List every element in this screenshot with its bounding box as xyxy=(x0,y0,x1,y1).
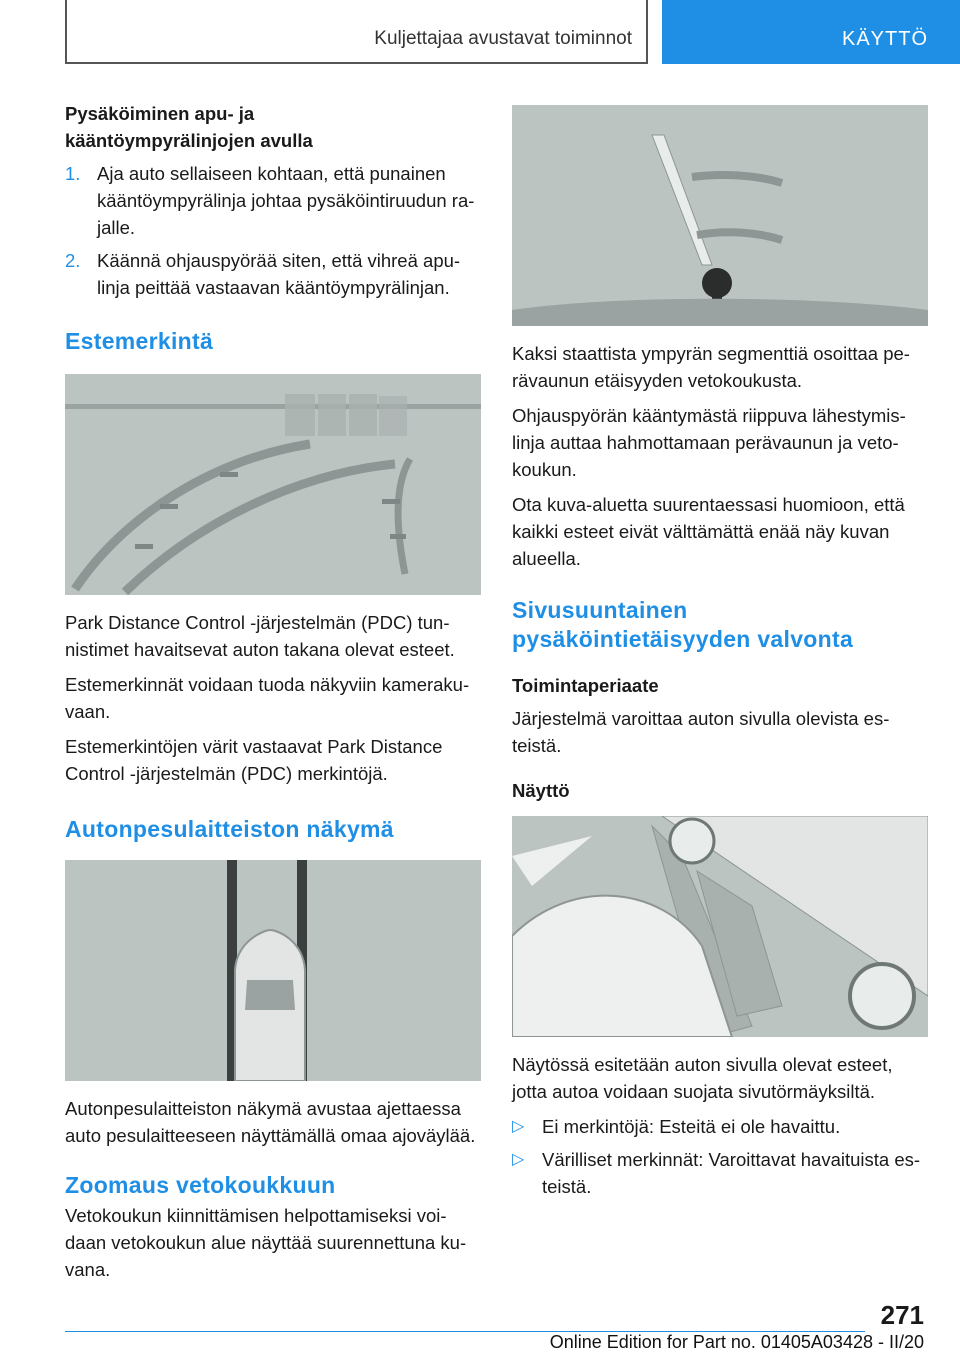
display-bullets xyxy=(512,1113,928,1200)
chapter-tab xyxy=(662,0,960,64)
hitch-paragraph-3: Ota kuva-aluetta suurentaessasi huomioon, että kaikki esteet eivät välttämättä enää näy kuvan alueella. xyxy=(512,494,905,569)
carwash-heading: Autonpesulaitteiston näkymä xyxy=(65,816,394,842)
carwash-paragraph: Autonpesulaitteiston näkymä avustaa ajettaessa auto pesulaitteeseen näyttämällä omaa ajoväylää. xyxy=(65,1098,476,1146)
obstacle-heading: Estemerkintä xyxy=(65,328,214,354)
section-title: Kuljettajaa avustavat toiminnot xyxy=(374,28,632,49)
chapter-title: KÄYTTÖ xyxy=(841,28,928,50)
obstacle-paragraph-1: Park Distance Control -järjestelmän (PDC) tun-nistimet havaitsevat auton takana olevat esteet. xyxy=(65,612,455,660)
triangle-bullet-icon: ▷ xyxy=(512,1118,525,1135)
hitch-zoom-figure xyxy=(512,105,928,326)
bullet-item: ▷ Värilliset merkinnät: Varoittavat havaituista es-teistä. xyxy=(512,1146,928,1200)
display-title: Näyttö xyxy=(512,780,570,801)
side-monitoring-figure xyxy=(512,816,928,1037)
right-column xyxy=(512,105,928,1206)
edition-note: Online Edition for Part no. 01405A03428 - II/20 xyxy=(549,1332,924,1352)
page-number: 271 xyxy=(880,1300,924,1330)
carwash-view-figure xyxy=(65,860,481,1081)
bullet-item: ▷ Ei merkintöjä: Esteitä ei ole havaittu. xyxy=(512,1113,928,1140)
side-parking-heading: Sivusuuntainen pysäköintietäisyyden valvonta xyxy=(512,597,854,652)
principle-paragraph: Järjestelmä varoittaa auton sivulla olevista es-teistä. xyxy=(512,708,890,756)
left-column xyxy=(65,100,481,1291)
parking-title: Pysäköiminen apu- ja kääntöympyrälinjojen avulla xyxy=(65,103,313,151)
parking-steps xyxy=(65,160,481,301)
hitch-paragraph-1: Kaksi staattista ympyrän segmenttiä osoittaa pe-rävaunun etäisyyden vetokoukusta. xyxy=(512,343,910,391)
step-item: 2. Käännä ohjauspyörää siten, että vihreä apu-linja peittää vastaavan kääntöympyrälinjan. xyxy=(65,250,461,298)
hitch-paragraph-2: Ohjauspyörän kääntymästä riippuva lähestymis-linja auttaa hahmottamaan perävaunun ja veto-koukun. xyxy=(512,405,906,480)
principle-title: Toimintaperiaate xyxy=(512,675,659,696)
obstacle-marking-figure xyxy=(65,374,481,595)
display-paragraph: Näytössä esitetään auton sivulla olevat esteet, jotta autoa voidaan suojata sivutörmäyksiltä. xyxy=(512,1054,893,1102)
zoom-paragraph: Vetokoukun kiinnittämisen helpottamiseksi voi-daan vetokoukun alue näyttää suurennettuna ku-vana. xyxy=(65,1205,467,1280)
obstacle-paragraph-3: Estemerkintöjen värit vastaavat Park Distance Control -järjestelmän (PDC) merkintöjä. xyxy=(65,736,443,784)
zoom-heading: Zoomaus vetokoukkuun xyxy=(65,1172,336,1198)
obstacle-paragraph-2: Estemerkinnät voidaan tuoda näkyviin kameraku-vaan. xyxy=(65,674,470,722)
header-section-box xyxy=(65,0,648,64)
triangle-bullet-icon: ▷ xyxy=(512,1151,525,1168)
step-item: 1. Aja auto sellaiseen kohtaan, että punainen kääntöympyrälinja johtaa pysäköintiruudun ra-jalle. xyxy=(65,163,475,238)
